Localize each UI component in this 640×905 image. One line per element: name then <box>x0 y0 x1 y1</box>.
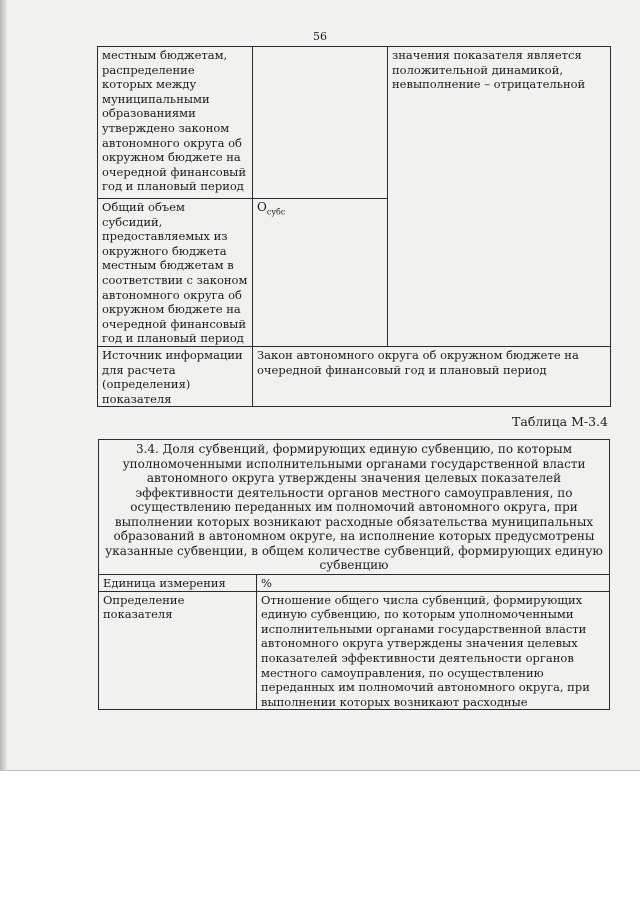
table-caption: Таблица М-3.4 <box>512 414 608 429</box>
symbol-subscript: субс <box>266 207 286 217</box>
table-cell: Единица измерения <box>99 575 257 592</box>
table-cell <box>253 47 388 199</box>
table-cell: % <box>257 575 610 592</box>
table-row <box>98 47 611 199</box>
table-cell: Закон автономного округа об окружном бюджете на очередной финансовый год и плановый период <box>253 346 611 406</box>
table-cell: местным бюджетам, распределение которых между муниципальными образованиями утверждено законом автономного округа об окружном бюджете на очередной финансовый год и плановый период <box>98 47 253 199</box>
indicator-title: 3.4. Доля субвенций, формирующих единую субвенцию, по которым уполномоченными исполнительными органами государственной власти автономного округа утверждены значения целевых показателей эффективности деятельности органов местного самоуправления, по осуществлению переданных им полномочий автономного округа, при выполнении которых возникают расходные обязательства муниципальных образований в автономном округе, на исполнение которых предусмотрены указанные субвенции, в общем количестве субвенций, формирующих единую субвенцию <box>99 440 610 575</box>
table-cell: Отношение общего числа субвенций, формирующих единую субвенцию, по которым уполномоченными исполнительными органами государственной власти автономного округа утверждены значения целевых показателей эффективности деятельности органов местного самоуправления, по осуществлению переданных им полномочий автономного округа, при выполнении которых возникают расходные <box>257 591 610 710</box>
table-cell: Определение показателя <box>99 591 257 710</box>
symbol-base: О <box>257 200 267 214</box>
table-row <box>99 591 610 710</box>
table-cell: Общий объем субсидий, предоставляемых из окружного бюджета местным бюджетам в соответствии с законом автономного округа об окружном бюджете на очередной финансовый год и плановый период <box>98 199 253 347</box>
table-row <box>98 346 611 406</box>
table-cell: Источник информации для расчета (определения) показателя <box>98 346 253 406</box>
page-number: 56 <box>313 30 327 43</box>
symbol-o-subs <box>257 200 286 217</box>
indicator-table-3-4 <box>98 439 610 710</box>
table-cell: значения показателя является положительной динамикой, невыполнение – отрицательной <box>388 47 611 347</box>
table-row <box>99 440 610 575</box>
symbol-cell <box>253 199 388 347</box>
table-row <box>99 575 610 592</box>
page-left-edge <box>0 0 7 770</box>
indicator-table-continued <box>97 46 611 407</box>
